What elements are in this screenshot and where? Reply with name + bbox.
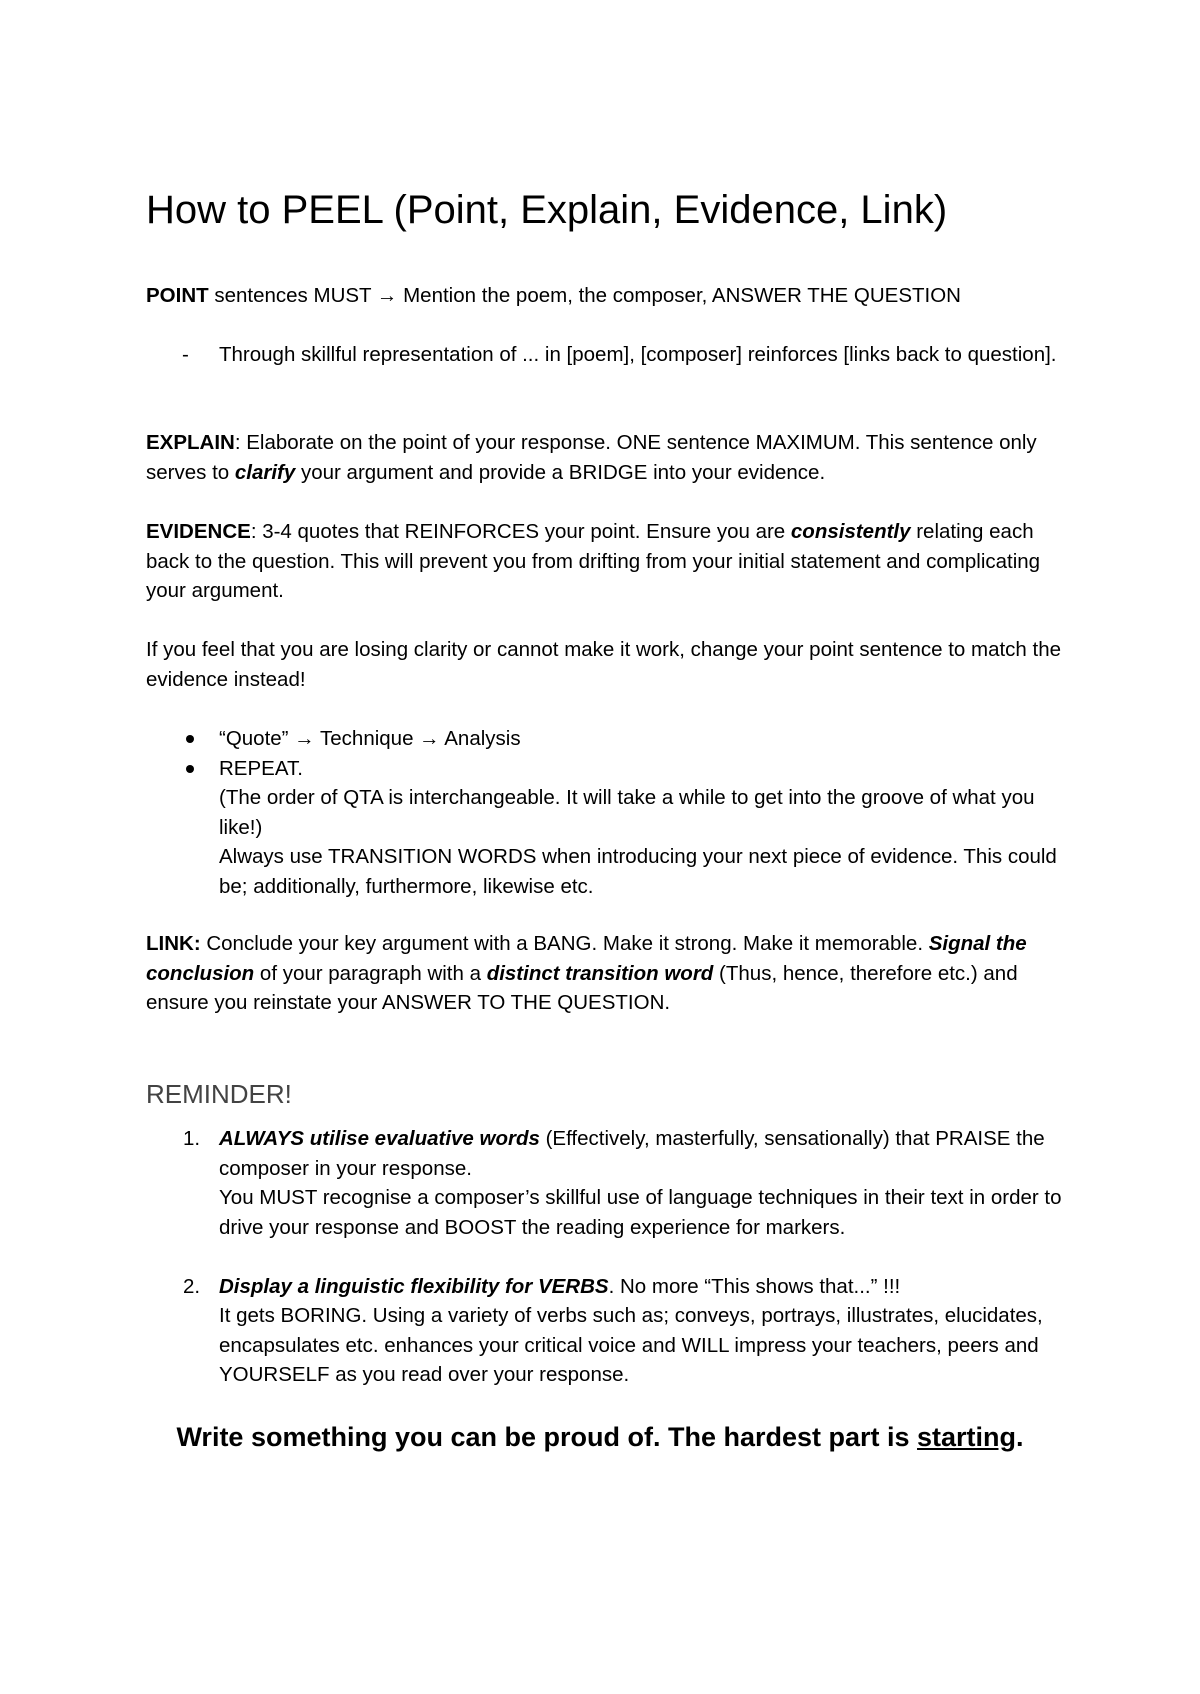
closing-underlined-word: starting: [917, 1422, 1017, 1452]
point-section: [146, 281, 1066, 311]
link-emphasis-a: Signal the conclusion: [146, 932, 1027, 985]
reminder-item-1: [146, 1124, 1066, 1242]
explain-emphasis: clarify: [234, 460, 296, 484]
clarity-note-section: [146, 635, 1066, 694]
list-number: 1.: [183, 1127, 201, 1150]
bullet-text-transition-note: Always use TRANSITION WORDS when introducing your next piece of evidence. This could be; additionally, furthermore, likewise etc.: [219, 845, 1057, 898]
bullet-icon: [186, 735, 194, 743]
bullet-text-repeat: REPEAT.: [219, 756, 303, 780]
link-text-b: of your paragraph with a: [254, 961, 487, 985]
point-sub-item: [146, 340, 1066, 370]
reminder-heading: REMINDER!: [146, 1079, 292, 1109]
link-paragraph: [146, 929, 1066, 1018]
bullet-icon: [186, 765, 194, 773]
bullet-text-order-note: (The order of QTA is interchangeable. It will take a while to get into the groove of what you like!): [219, 786, 1035, 839]
link-section: [146, 929, 1066, 1018]
explain-text-a: : Elaborate on the point of your response. ONE sentence MAXIMUM. This sentence only serves to: [146, 431, 1037, 484]
closing-text-b: .: [1016, 1422, 1024, 1452]
closing-text-a: Write something you can be proud of. The hardest part is: [176, 1422, 918, 1452]
explain-section: [146, 428, 1066, 487]
bullet-text-quote: “Quote” → Technique → Analysis: [219, 727, 521, 750]
link-text-a: Conclude your key argument with a BANG. Make it strong. Make it memorable.: [200, 932, 929, 955]
point-sub-list: [146, 340, 1066, 370]
bullet-item-repeat: [146, 754, 1066, 902]
point-text: sentences MUST → Mention the poem, the composer, ANSWER THE QUESTION: [208, 284, 961, 307]
link-emphasis-b: distinct transition word: [486, 961, 714, 985]
evidence-emphasis: consistently: [790, 520, 911, 543]
point-label: POINT: [146, 284, 209, 307]
link-text-c: (Thus, hence, therefore etc.) and ensure you reinstate your ANSWER TO THE QUESTION.: [146, 961, 1018, 1014]
bullet-item-quote: [146, 724, 1066, 754]
point-paragraph: [146, 281, 1066, 311]
point-sub-text: Through skillful representation of ... in [poem], [composer] reinforces [links back to question].: [219, 343, 1057, 366]
reminder-item-1-emphasis: ALWAYS utilise evaluative words: [219, 1127, 540, 1150]
explain-paragraph: [146, 428, 1066, 487]
evidence-section: [146, 517, 1066, 606]
evidence-text-a: : 3-4 quotes that REINFORCES your point. Ensure you are: [250, 520, 791, 543]
reminder-item-2-line2: It gets BORING. Using a variety of verbs such as; conveys, portrays, illustrates, elucidates, encapsulates etc. enhances your critical voice and WILL impress your teachers, peers and YOURSELF as you read over your response.: [219, 1304, 1043, 1386]
explain-label: EXPLAIN: [146, 431, 235, 454]
reminder-item-1-line2: You MUST recognise a composer’s skillful use of language techniques in their text in order to drive your response and BOOST the reading experience for markers.: [219, 1186, 1062, 1239]
qta-bullet-list: [146, 724, 1066, 901]
reminder-item-2-emphasis: Display a linguistic flexibility for VERBS: [219, 1274, 609, 1298]
evidence-label: EVIDENCE: [146, 520, 251, 543]
dash-marker: -: [182, 343, 189, 366]
reminder-item-1-body: (Effectively, masterfully, sensationally) that PRAISE the composer in your response.: [219, 1127, 1045, 1180]
closing-statement: [0, 1419, 1200, 1455]
page-title: How to PEEL (Point, Explain, Evidence, Link): [146, 188, 948, 232]
reminder-item-2-body: . No more “This shows that...” !!!: [608, 1274, 901, 1298]
evidence-text-b: relating each back to the question. This will prevent you from drifting from your initial statement and complicating your argument.: [146, 520, 1041, 602]
reminder-list: [146, 1124, 1066, 1390]
reminder-item-2-text: [219, 1272, 1066, 1302]
link-label: LINK:: [146, 932, 201, 955]
clarity-note: If you feel that you are losing clarity or cannot make it work, change your point sentence to match the evidence instead!: [146, 638, 1062, 691]
explain-text-b: your argument and provide a BRIDGE into your evidence.: [295, 460, 826, 484]
reminder-item-2: [146, 1272, 1066, 1390]
list-number: 2.: [183, 1274, 201, 1298]
evidence-paragraph: [146, 517, 1066, 606]
reminder-item-1-text: [219, 1124, 1066, 1183]
